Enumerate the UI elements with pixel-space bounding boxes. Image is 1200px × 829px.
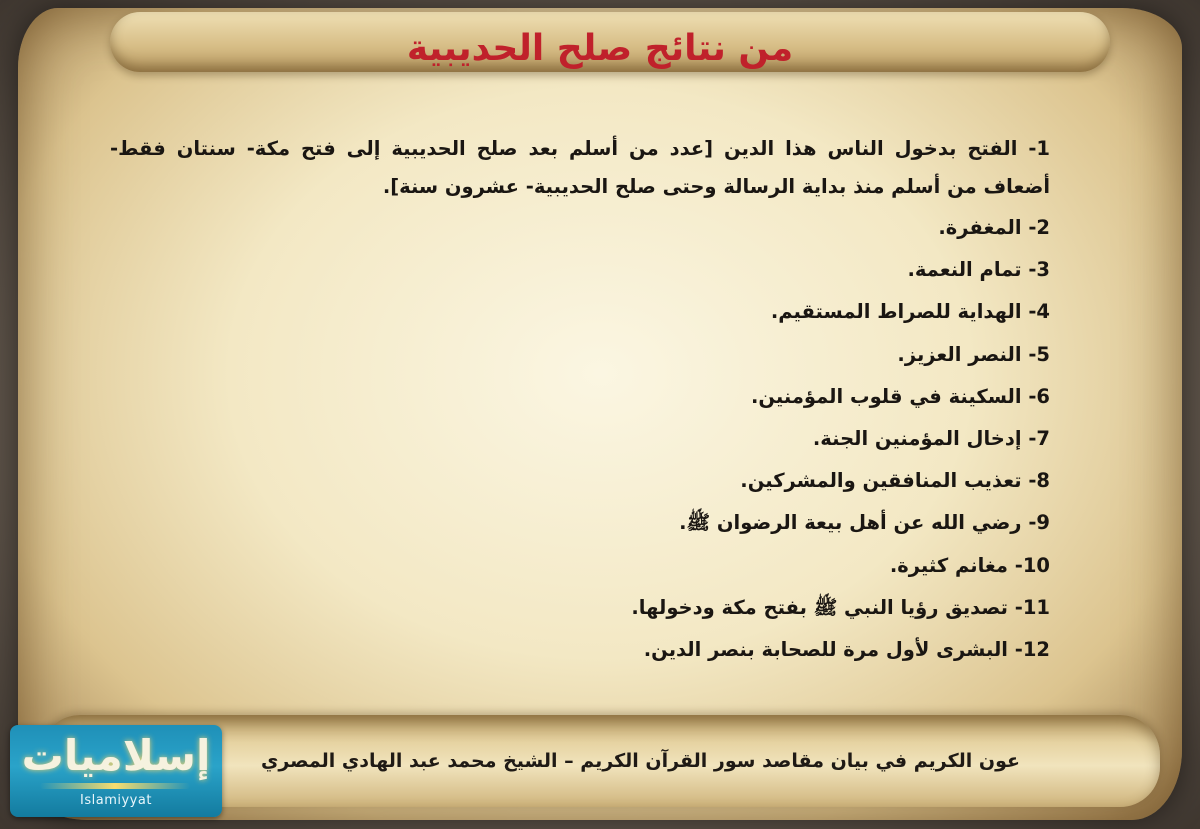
list-item: 6- السكينة في قلوب المؤمنين.	[750, 384, 1050, 408]
results-list	[110, 130, 1050, 674]
list-item: 12- البشرى لأول مرة للصحابة بنصر الدين.	[643, 637, 1050, 661]
page-title: من نتائج صلح الحديبية	[406, 28, 794, 69]
list-item: 4- الهداية للصراط المستقيم.	[770, 300, 1050, 324]
list-item: 3- تمام النعمة.	[907, 258, 1050, 282]
islamiyyat-logo	[10, 725, 222, 817]
list-item: 5- النصر العزيز.	[897, 342, 1050, 366]
list-item: 10- مغانم كثيرة.	[889, 553, 1050, 577]
list-item: 7- إدخال المؤمنين الجنة.	[812, 426, 1050, 450]
list-item: 8- تعذيب المنافقين والمشركين.	[740, 469, 1050, 493]
list-item: 2- المغفرة.	[938, 216, 1050, 239]
list-item: 1- الفتح بدخول الناس هذا الدين [عدد من أسلم بعد صلح الحديبية إلى فتح مكة- سنتان فقط- أضعاف من أسلم منذ بداية الرسالة وحتى صلح الحديبية- عشرون سنة].	[110, 137, 1050, 198]
source-citation: عون الكريم في بيان مقاصد سور القرآن الكريم – الشيخ محمد عبد الهادي المصري	[260, 750, 1020, 772]
list-item: 11- تصديق رؤيا النبي ﷺ بفتح مكة ودخولها.	[631, 595, 1050, 619]
logo-latin-text: Islamiyyat	[80, 793, 152, 808]
list-item: 9- رضي الله عن أهل بيعة الرضوان ﷺ.	[679, 511, 1050, 535]
logo-swoosh-icon	[40, 783, 190, 789]
logo-arabic-text: إسلاميات	[21, 731, 211, 780]
